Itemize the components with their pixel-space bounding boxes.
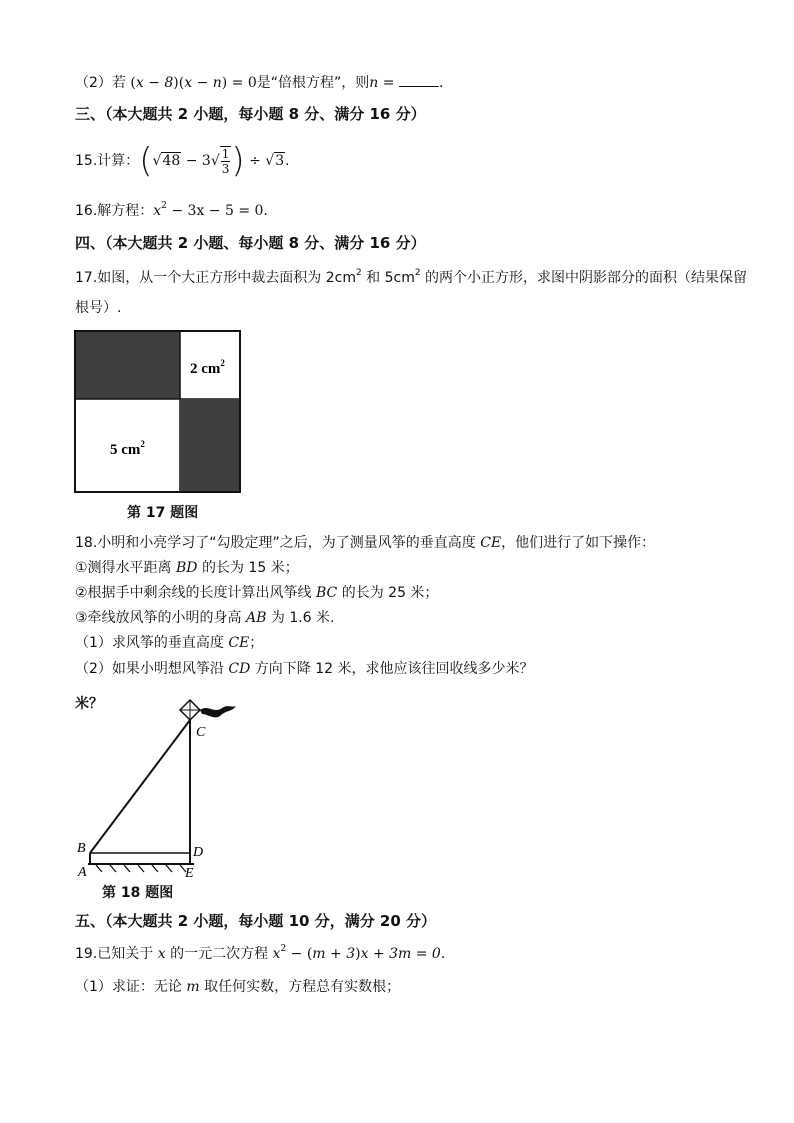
label-2cm: 2 $cm^2$ <box>190 358 225 377</box>
section-4-heading: 四、（本大题共 2 小题、每小题 8 分、满分 16 分） <box>75 234 426 252</box>
question-18-step-3: ③牵线放风筝的小明的身高 AB 为 1.6 米. <box>75 610 335 626</box>
shaded-region-bottom <box>180 399 240 492</box>
ground-hatching <box>96 865 186 872</box>
figure-18-caption: 第 18 题图 <box>102 885 174 901</box>
question-14-part-2: （2）若 (x − 8)(x − n) = 0是“倍根方程”，则n = . <box>75 72 443 93</box>
question-18-part-2: （2）如果小明想风筝沿 CD 方向下降 12 米，求他应该往回收线多少米？ <box>75 661 534 677</box>
point-label-C: C <box>196 725 206 740</box>
factor-a: x − 8 <box>135 75 174 91</box>
question-18-step-1: ①测得水平距离 BD 的长为 15 米； <box>75 560 299 576</box>
answer-blank[interactable] <box>399 72 439 87</box>
figure-17-caption: 第 17 题图 <box>127 505 199 521</box>
kite-string-BC <box>90 720 190 853</box>
question-18-intro: 18.小明和小亮学习了“勾股定理”之后，为了测量风筝的垂直高度 CE，他们进行了如下操作： <box>75 535 656 551</box>
fraction-one-third: $\frac{1}{3}$ <box>221 147 230 176</box>
question-19-intro: 19.已知关于 x 的一元二次方程 $x^2 - (m + 3)x + 3m = 0$. <box>75 944 446 962</box>
figure-18-overflow-text: 米？ <box>75 696 103 712</box>
point-label-E: E <box>185 866 194 881</box>
figure-18-kite-diagram <box>74 696 254 882</box>
figure-17-squares <box>74 330 242 494</box>
question-19-part-1: （1）求证：无论 m 取任何实数，方程总有实数根； <box>75 979 401 995</box>
question-18-step-2: ②根据手中剩余线的长度计算出风筝线 BC 的长为 25 米； <box>75 585 439 601</box>
question-15: 15.计算：(√48 − 3√ $\frac{1}{3}$ ) ÷ √3. <box>75 141 290 181</box>
shaded-region-top <box>75 331 180 399</box>
question-18-part-1: （1）求风筝的垂直高度 CE； <box>75 635 264 651</box>
question-16: 16.解方程：$x^2 - 3x - 5 = 0$. <box>75 201 268 219</box>
point-label-A: A <box>78 865 87 880</box>
question-17-line-2: 根号）. <box>75 300 122 316</box>
factor-b: x − n <box>184 75 222 91</box>
kite-icon <box>180 700 236 720</box>
point-label-B: B <box>77 841 86 856</box>
section-5-heading: 五、（本大题共 2 小题，每小题 10 分，满分 20 分） <box>75 912 437 930</box>
label-5cm: 5 $cm^2$ <box>110 439 145 458</box>
point-label-D: D <box>193 845 204 860</box>
question-17-line-1: 17.如图，从一个大正方形中裁去面积为 $2cm^2$ 和 $5cm^2$ 的两个小正方形，求图中阴影部分的面积（结果保留 <box>75 268 748 286</box>
section-3-heading: 三、（本大题共 2 小题，每小题 8 分、满分 16 分） <box>75 105 426 123</box>
